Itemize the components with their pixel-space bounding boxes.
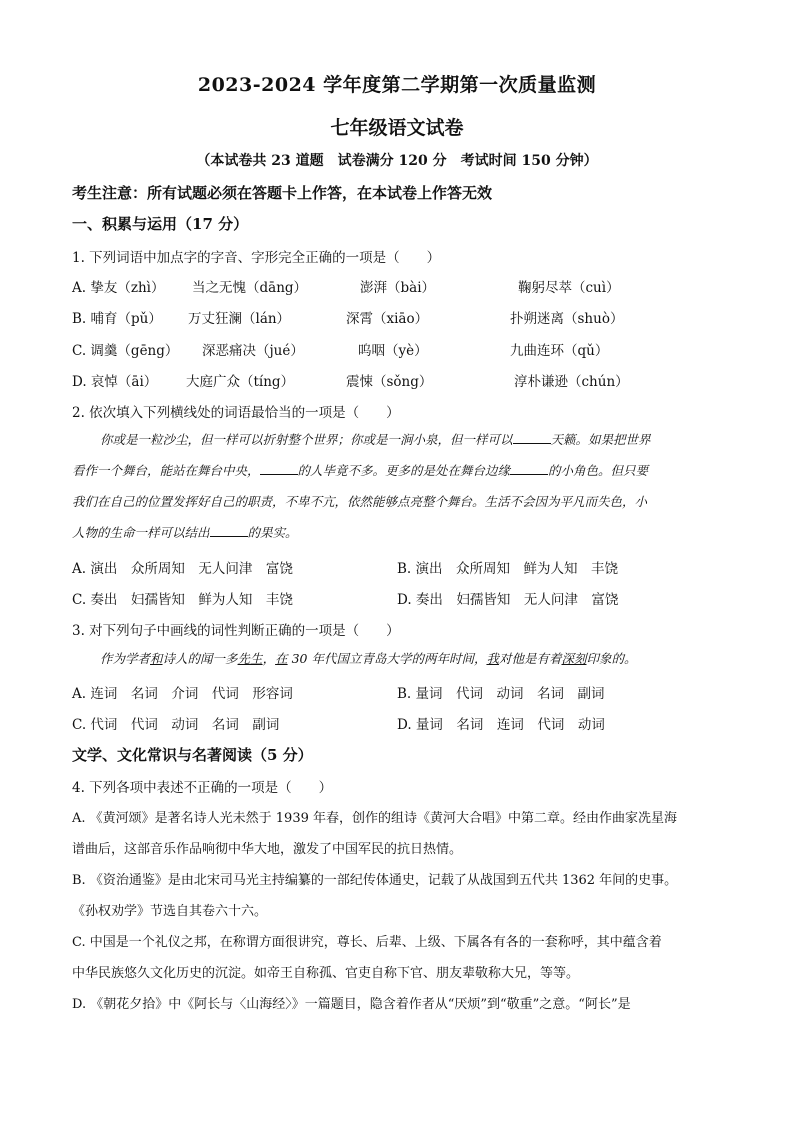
q2-text: 人物的生命一样可以结出 (72, 525, 210, 540)
q4-option-b-line2: 《孙权劝学》节选自其卷六十六。 (72, 904, 268, 919)
q2-text: 你或是一粒沙尘，但一样可以折射整个世界；你或是一涧小泉，但一样可以 (100, 432, 513, 447)
q4-option-c-line1: C. 中国是一个礼仪之邦，在称谓方面很讲究，尊长、后辈、上级、下属各有各的一套称呼，其中蕴含着 (72, 935, 662, 950)
q4-option-a-line2: 谱曲后，这部音乐作品响彻中华大地，激发了中国军民的抗日热情。 (72, 842, 463, 857)
q1-c-item3: 呜咽（yè） (358, 343, 428, 359)
q2-passage-line2 (72, 455, 722, 486)
section2-heading: 文学、文化常识与名著阅读（5 分） (72, 746, 313, 764)
q2-passage-line1 (72, 424, 722, 455)
q3-text: 30 年代国立青岛大学的两年时间， (287, 651, 487, 666)
q3-option-b[interactable]: B. 量词 代词 动词 名词 副词 (397, 686, 605, 702)
q2-text: 的小角色。但只要 (548, 463, 649, 478)
q3-underlined-word: 先生 (237, 651, 263, 666)
q2-blank-4[interactable] (210, 526, 248, 537)
q1-a-item2: 当之无愧（dāng） (192, 280, 308, 296)
exam-notice: 考生注意：所有试题必须在答题卡上作答，在本试卷上作答无效 (72, 184, 493, 202)
q2-passage-line3 (72, 486, 722, 517)
q3-underlined-word: 深刻 (561, 651, 587, 666)
q4-stem: 4. 下列各项中表述不正确的一项是（ ） (72, 780, 333, 796)
q2-option-d[interactable]: D. 奏出 妇孺皆知 无人问津 富饶 (397, 592, 619, 608)
q3-text: 印象的。 (586, 651, 637, 666)
q2-text: 的人毕竟不多。更多的是处在舞台边缘 (297, 463, 511, 478)
q2-passage-line4 (72, 517, 722, 548)
q3-option-c[interactable]: C. 代词 代词 动词 名词 副词 (72, 717, 280, 733)
q3-stem: 3. 对下列句子中画线的词性判断正确的一项是（ ） (72, 623, 400, 639)
section1-heading: 一、积累与运用（17 分） (72, 215, 249, 233)
q1-b-item4: 扑朔迷离（shuò） (510, 311, 624, 327)
q2-option-a[interactable]: A. 演出 众所周知 无人问津 富饶 (72, 561, 293, 577)
q1-c-item1: C. 调羹（gēng） (72, 343, 179, 359)
q2-blank-3[interactable] (510, 464, 548, 475)
q3-option-d[interactable]: D. 量词 名词 连词 代词 动词 (397, 717, 605, 733)
q1-c-item2: 深恶痛决（jué） (202, 343, 304, 359)
q1-d-item2: 大庭广众（tíng） (186, 374, 295, 390)
q1-a-item3: 澎湃（bài） (360, 280, 436, 296)
q3-text: 对他是有着 (498, 651, 562, 666)
q2-blank-1[interactable] (513, 433, 551, 444)
exam-subtitle: 七年级语文试卷 (330, 117, 464, 139)
q3-underlined-word: 我 (486, 651, 499, 666)
q1-d-item1: D. 哀悼（āi） (72, 374, 158, 390)
q2-option-b[interactable]: B. 演出 众所周知 鲜为人知 丰饶 (397, 561, 619, 577)
q4-option-c-line2: 中华民族悠久文化历史的沉淀。如帝王自称孤、官吏自称下官、朋友辈敬称大兄，等等。 (72, 966, 580, 981)
q1-d-item4: 淳朴谦逊（chún） (514, 374, 629, 390)
exam-info: （本试卷共 23 道题 试卷满分 120 分 考试时间 150 分钟） (196, 153, 598, 169)
q1-a-item4: 鞠躬尽萃（cuì） (518, 280, 620, 296)
q2-text: 天籁。如果把世界 (550, 432, 651, 447)
q1-c-item4: 九曲连环（qǔ） (510, 343, 609, 359)
q3-text: ， (262, 651, 276, 666)
q4-option-b-line1: B. 《资治通鉴》是由北宋司马光主持编纂的一部纪传体通史，记载了从战国到五代共 1362 年间的史事。 (72, 873, 678, 888)
q3-text: 作为学者 (100, 651, 151, 666)
q1-b-item1: B. 哺育（pǔ） (72, 311, 162, 327)
q1-stem: 1. 下列词语中加点字的字音、字形完全正确的一项是（ ） (72, 250, 441, 266)
q3-option-a[interactable]: A. 连词 名词 介词 代词 形容词 (72, 686, 293, 702)
q4-option-d-line1: D. 《朝花夕拾》中《阿长与〈山海经〉》一篇题目，隐含着作者从“厌烦”到“敬重”之意。“阿长”是 (72, 997, 631, 1012)
q2-text: 的果实。 (247, 525, 298, 540)
q1-a-item1: A. 挚友（zhì） (72, 280, 165, 296)
q3-underlined-word: 和 (150, 651, 163, 666)
q2-text: 我们在自己的位置发挥好自己的职责，不卑不亢，依然能够点亮整个舞台。生活不会因为平凡而失色，小 (72, 494, 648, 509)
q3-underlined-word: 在 (275, 651, 288, 666)
q2-option-c[interactable]: C. 奏出 妇孺皆知 鲜为人知 丰饶 (72, 592, 293, 608)
q2-text: 看作一个舞台，能站在舞台中央， (72, 463, 260, 478)
q3-text: 诗人的闻一多 (162, 651, 238, 666)
q2-blank-2[interactable] (260, 464, 298, 475)
q4-option-a-line1: A. 《黄河颂》是著名诗人光未然于 1939 年春，创作的组诗《黄河大合唱》中第二章。经由作曲家冼星海 (72, 811, 678, 826)
q1-b-item3: 深霄（xiāo） (346, 311, 429, 327)
q3-sentence (72, 643, 722, 674)
q2-stem: 2. 依次填入下列横线处的词语最恰当的一项是（ ） (72, 405, 400, 421)
q1-d-item3: 震悚（sǒng） (346, 374, 433, 390)
q1-b-item2: 万丈狂澜（lán） (188, 311, 291, 327)
exam-title: 2023-2024 学年度第二学期第一次质量监测 (197, 74, 597, 96)
